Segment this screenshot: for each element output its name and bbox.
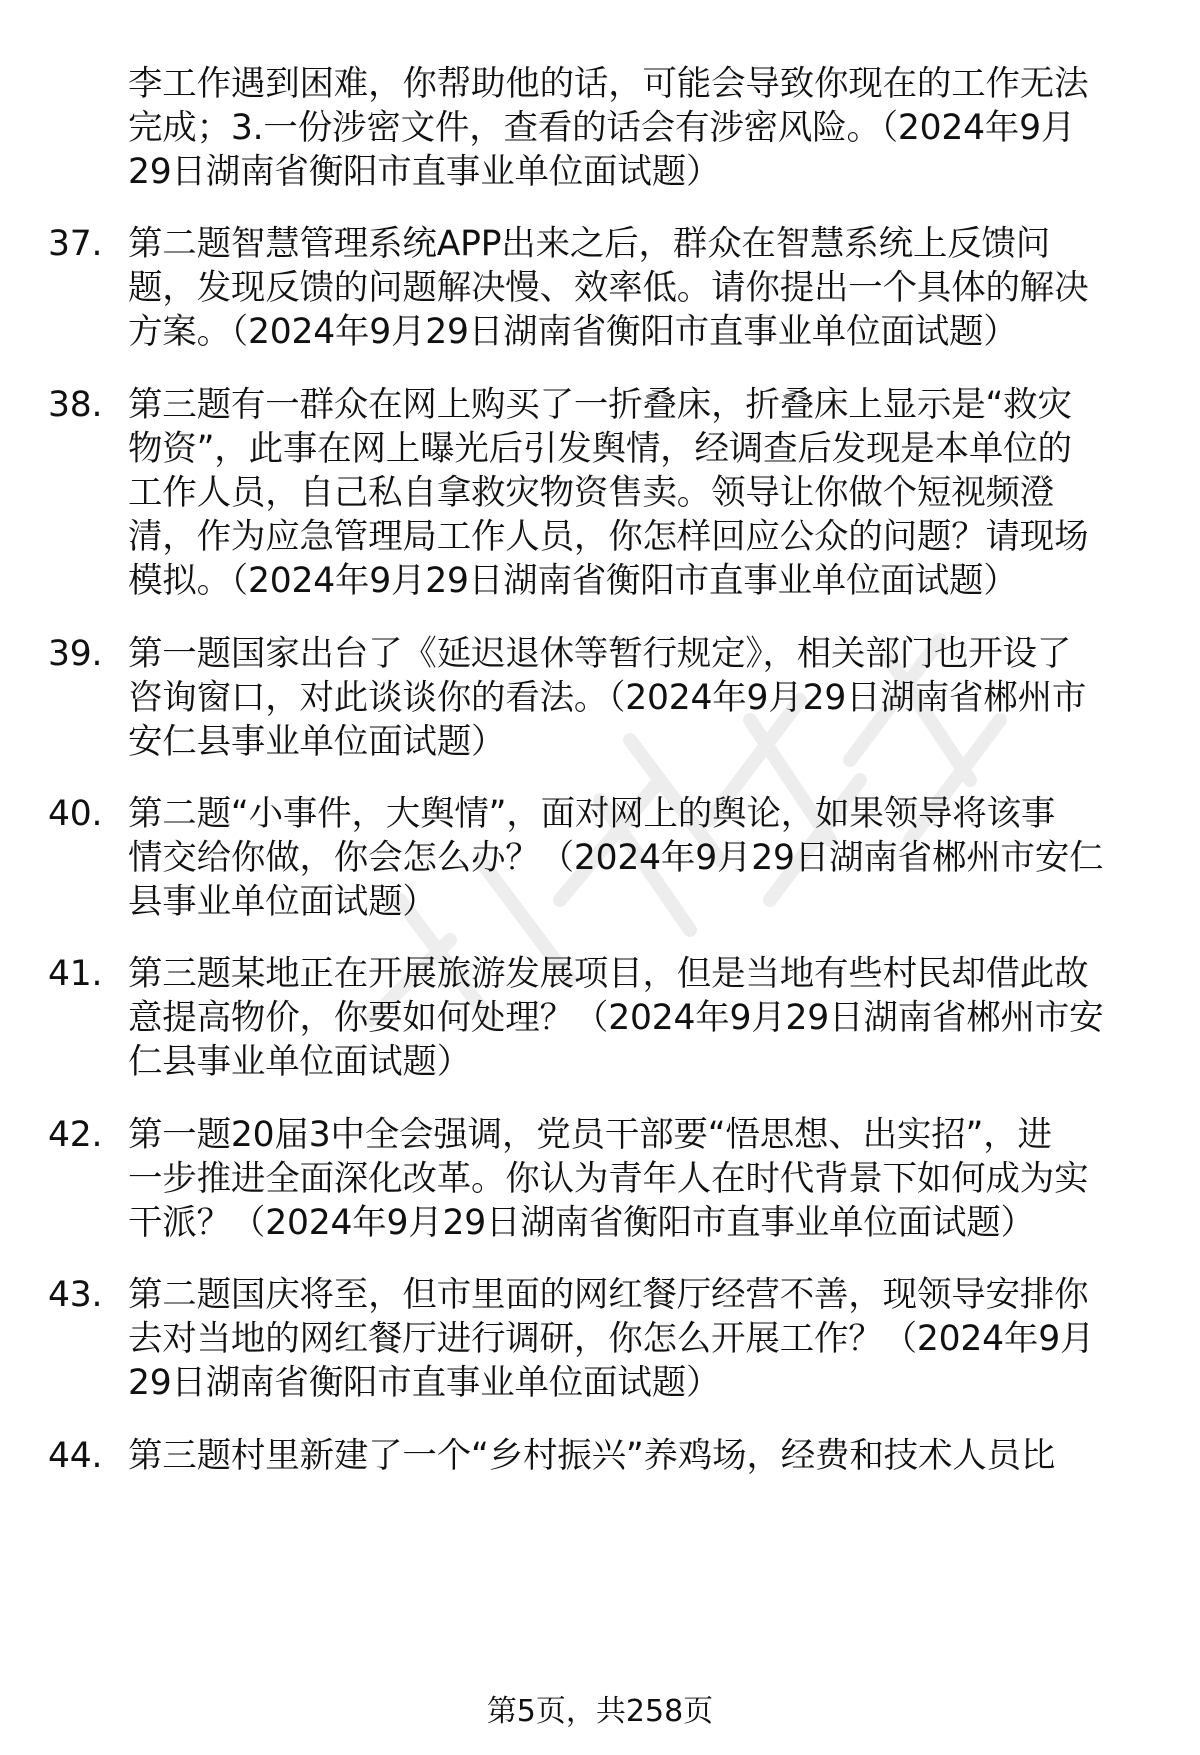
question-text: 第三题有一群众在网上购买了一折叠床，折叠床上显示是“救灾 物资”，此事在网上曝光后引发舆情，经调查后发现是本单位的 工作人员，自己私自拿救灾物资售卖。领导让你做个短视频澄 清，作为应急管理局工作人员，你怎样回应公众的问题？请现场 模拟。（2024年9月29日湖南省衡阳市直事业单位面试题）: [128, 385, 1089, 601]
question-text: 第一题国家出台了《延迟退休等暂行规定》，相关部门也开设了 咨询窗口，对此谈谈你的看法。（2024年9月29日湖南省郴州市 安仁县事业单位面试题）: [128, 634, 1087, 762]
question-number: 37.: [48, 224, 103, 264]
continued-question-text: 李工作遇到困难，你帮助他的话，可能会导致你现在的工作无法 完成；3.一份涉密文件，查看的话会有涉密风险。（2024年9月 29日湖南省衡阳市直事业单位面试题）: [128, 64, 1089, 192]
question-text: 第二题智慧管理系统APP出来之后，群众在智慧系统上反馈问 题，发现反馈的问题解决慢、效率低。请你提出一个具体的解决 方案。（2024年9月29日湖南省衡阳市直事业单位面试题）: [128, 224, 1089, 352]
question-text: 第二题“小事件，大舆情”，面对网上的舆论，如果领导将该事 情交给你做，你会怎么办？（2024年9月29日湖南省郴州市安仁 县事业单位面试题）: [128, 794, 1104, 922]
question-number: 40.: [48, 794, 103, 834]
question-text: 第二题国庆将至，但市里面的网红餐厅经营不善，现领导安排你 去对当地的网红餐厅进行调研，你怎么开展工作？（2024年9月 29日湖南省衡阳市直事业单位面试题）: [128, 1275, 1095, 1403]
question-text: 第三题某地正在开展旅游发展项目，但是当地有些村民却借此故 意提高物价，你要如何处理？（2024年9月29日湖南省郴州市安 仁县事业单位面试题）: [128, 954, 1104, 1082]
question-number: 43.: [48, 1275, 103, 1315]
question-number: 38.: [48, 385, 103, 425]
question-number: 39.: [48, 634, 103, 674]
page-number-footer: 第5页，共258页: [486, 1694, 714, 1729]
question-number: 41.: [48, 954, 103, 994]
question-number: 42.: [48, 1115, 103, 1155]
question-text: 第一题20届3中全会强调，党员干部要“悟思想、出实招”，进 一步推进全面深化改革。你认为青年人在时代背景下如何成为实 干派？（2024年9月29日湖南省衡阳市直事业单位面试题）: [128, 1115, 1089, 1243]
question-number: 44.: [48, 1436, 103, 1476]
question-text: 第三题村里新建了一个“乡村振兴”养鸡场，经费和技术人员比: [128, 1436, 1056, 1476]
